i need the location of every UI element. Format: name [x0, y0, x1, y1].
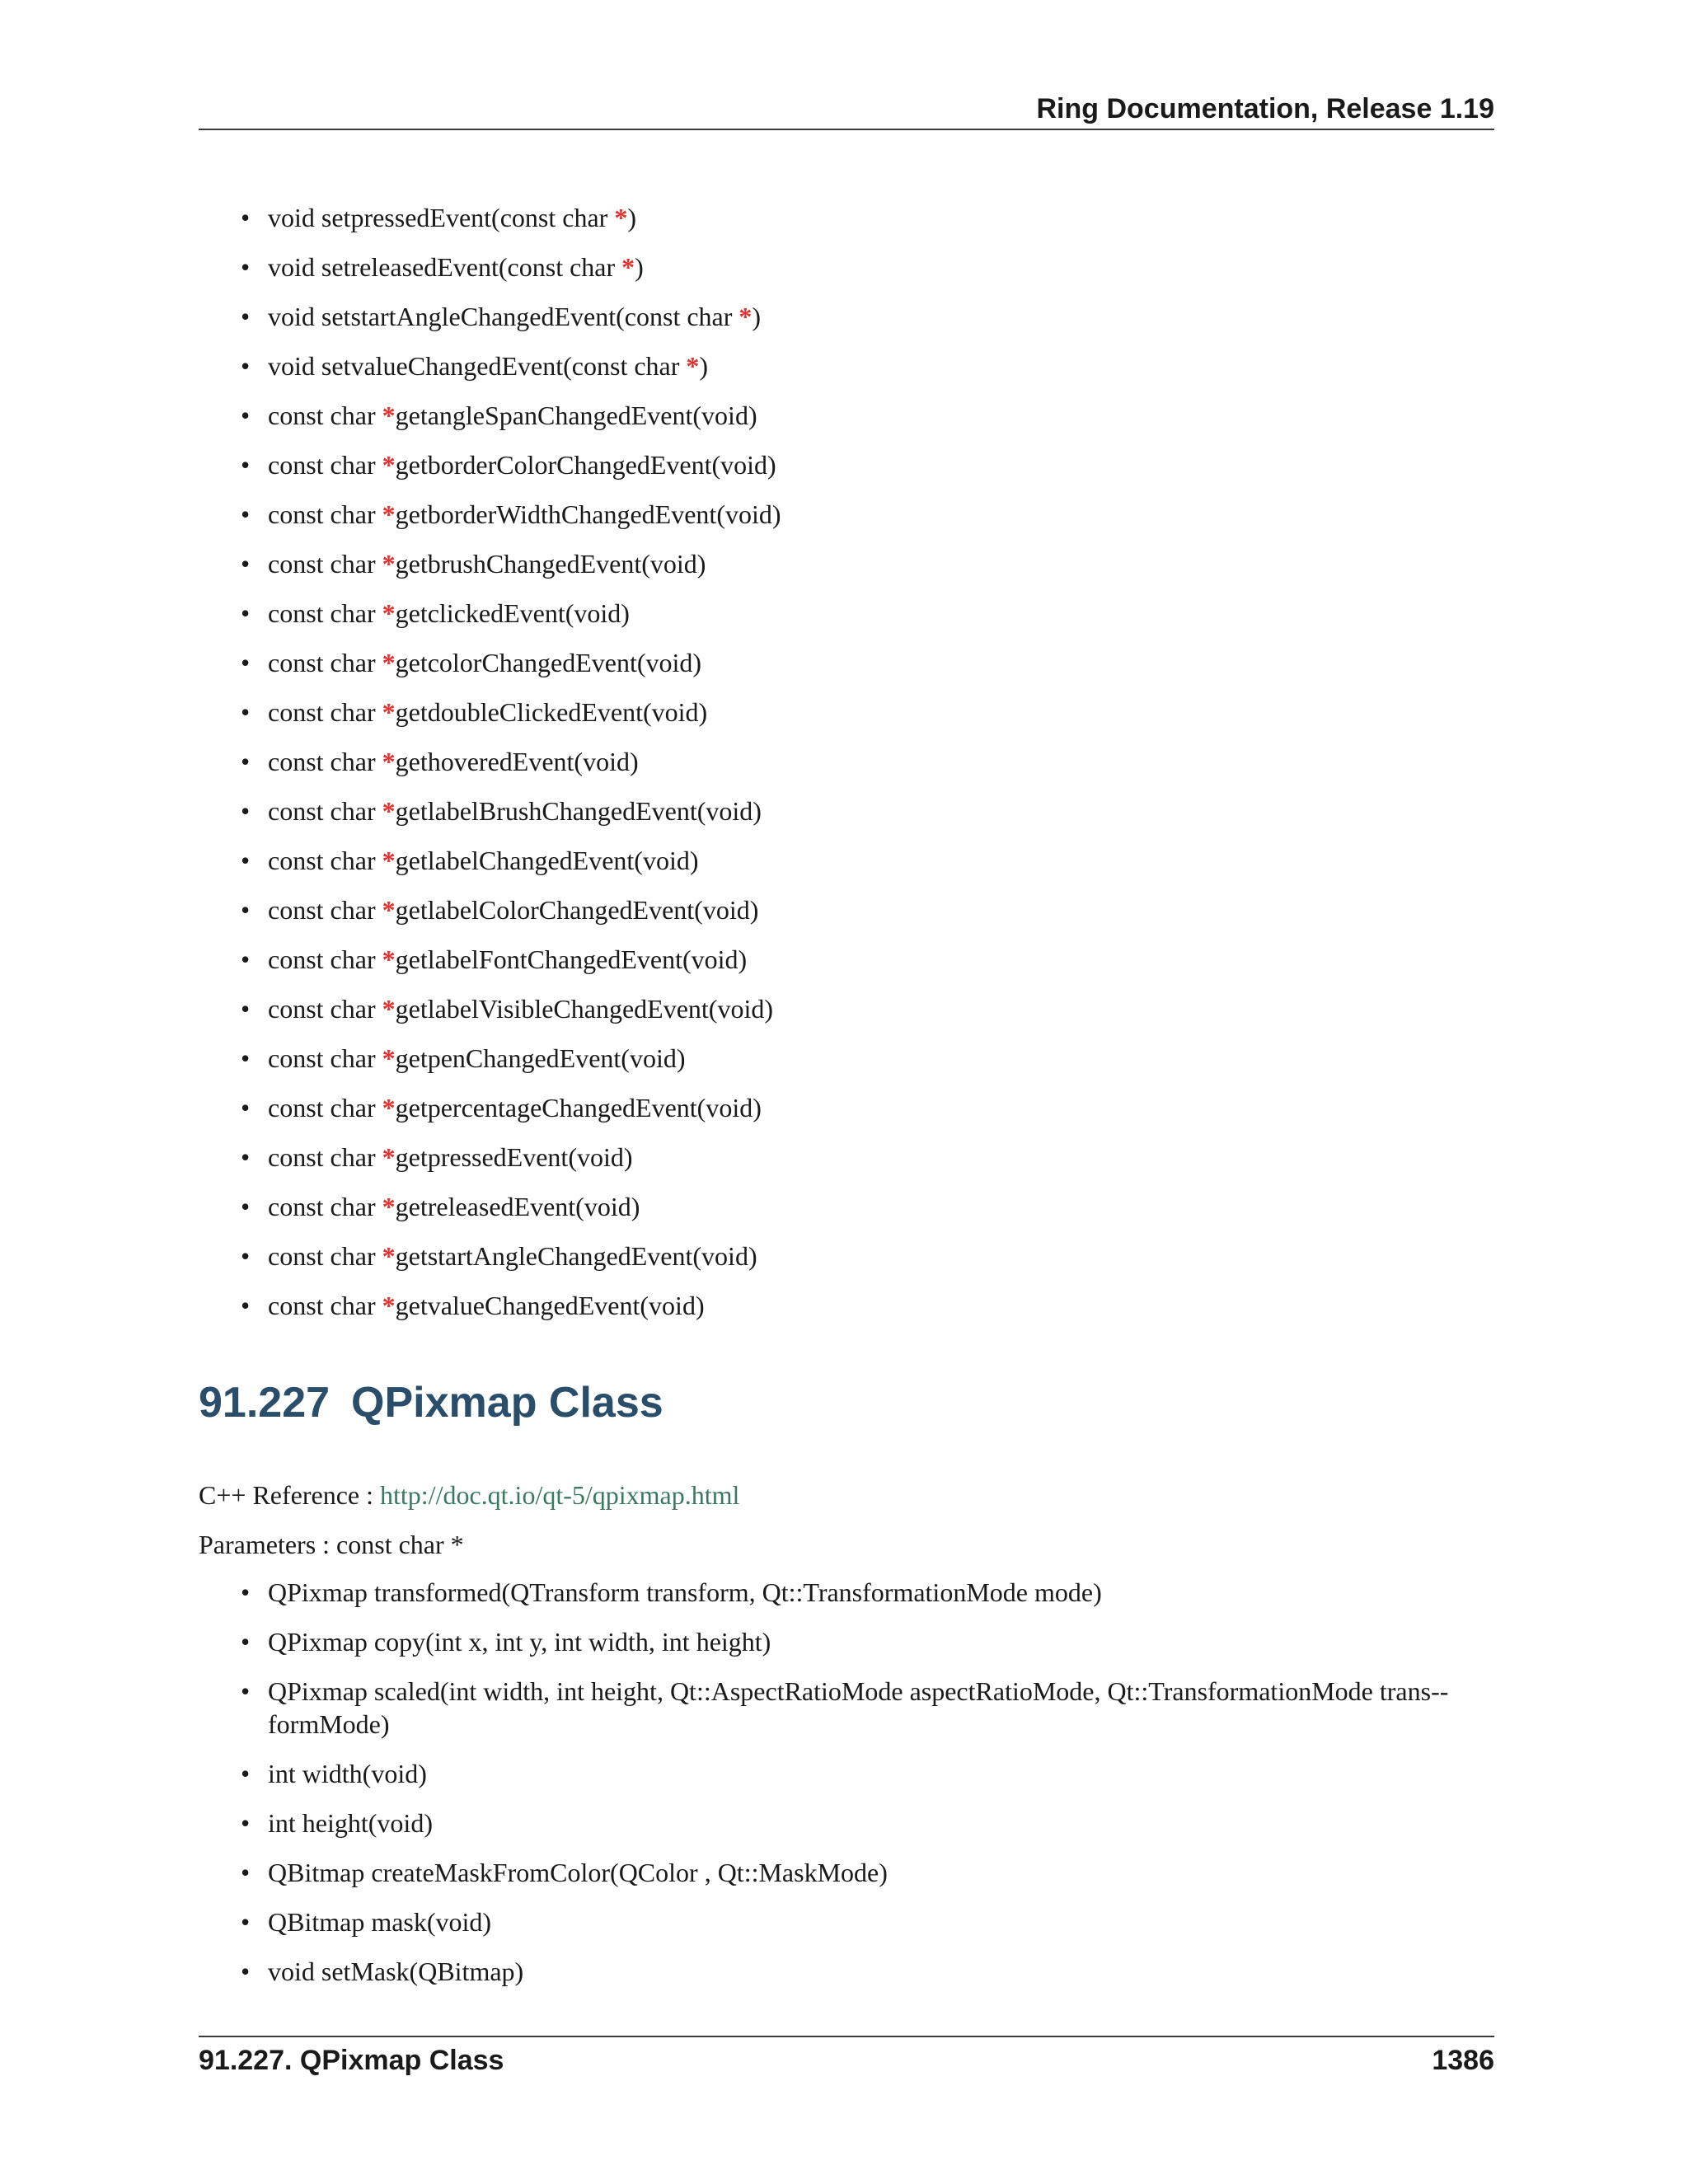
method-text: getvalueChangedEvent(void) — [395, 1291, 705, 1320]
list-item — [0, 397, 1494, 447]
list-item — [0, 1188, 1494, 1238]
method-text: getlabelVisibleChangedEvent(void) — [395, 994, 773, 1024]
pointer-star: * — [621, 252, 635, 282]
method-text: const char — [268, 697, 382, 727]
list-item: • QPixmap scaled(int width, int height, Qt::AspectRatioMode aspectRatioMode, Qt::TransformationMode trans-formMode) — [0, 1675, 1494, 1741]
event-method-list — [0, 199, 1494, 1337]
list-item — [0, 546, 1494, 595]
method-text: const char — [268, 1241, 382, 1271]
list-item — [0, 1040, 1494, 1090]
pointer-star: * — [614, 203, 628, 232]
reference-label: C++ Reference : — [199, 1480, 380, 1510]
list-item — [0, 199, 1494, 249]
method-text: const char — [268, 796, 382, 826]
method-text: const char — [268, 1093, 382, 1122]
list-item — [0, 842, 1494, 892]
pointer-star: * — [382, 1093, 396, 1122]
method-text: void setpressedEvent(const char — [268, 203, 615, 232]
method-text: const char — [268, 499, 382, 529]
pointer-star: * — [686, 351, 700, 381]
list-item: • QBitmap createMaskFromColor(QColor , Qt::MaskMode) — [0, 1856, 1494, 1889]
pointer-star: * — [382, 895, 396, 925]
list-item — [0, 892, 1494, 941]
method-text: getlabelFontChangedEvent(void) — [395, 944, 748, 974]
list-item — [0, 991, 1494, 1040]
method-text: const char — [268, 598, 382, 628]
list-item — [0, 447, 1494, 496]
method-text: const char — [268, 994, 382, 1024]
list-item — [0, 298, 1494, 348]
pointer-star: * — [382, 1043, 396, 1073]
pointer-star: * — [382, 846, 396, 875]
pointer-star: * — [382, 450, 396, 480]
pointer-star: * — [382, 648, 396, 677]
method-text: getlabelBrushChangedEvent(void) — [395, 796, 762, 826]
list-item: • QBitmap mask(void) — [0, 1905, 1494, 1938]
list-item — [0, 941, 1494, 991]
method-text: void setreleasedEvent(const char — [268, 252, 622, 282]
list-item: • int width(void) — [0, 1757, 1494, 1790]
cpp-reference — [199, 1477, 739, 1513]
method-text: getstartAngleChangedEvent(void) — [395, 1241, 757, 1271]
list-item — [0, 694, 1494, 743]
list-item — [0, 793, 1494, 842]
method-text: const char — [268, 747, 382, 776]
method-text: const char — [268, 1192, 382, 1221]
method-text: getlabelColorChangedEvent(void) — [395, 895, 759, 925]
method-text: getdoubleClickedEvent(void) — [395, 697, 708, 727]
method-text: getlabelChangedEvent(void) — [395, 846, 699, 875]
method-text: getbrushChangedEvent(void) — [395, 549, 706, 579]
method-text: getangleSpanChangedEvent(void) — [395, 401, 757, 430]
pointer-star: * — [382, 796, 396, 826]
method-text: void setvalueChangedEvent(const char — [268, 351, 687, 381]
pointer-star: * — [382, 499, 396, 529]
parameters-text: Parameters : const char * — [199, 1530, 464, 1559]
section-heading — [199, 1378, 663, 1427]
document-title: Ring Documentation, Release 1.19 — [1036, 93, 1494, 124]
list-item: • int height(void) — [0, 1807, 1494, 1840]
method-text: const char — [268, 1291, 382, 1320]
list-item — [0, 348, 1494, 397]
method-text: const char — [268, 1043, 382, 1073]
footer-divider — [199, 2036, 1494, 2037]
method-text: const char — [268, 450, 382, 480]
pointer-star: * — [382, 1192, 396, 1221]
footer-section: 91.227. QPixmap Class — [199, 2045, 504, 2076]
list-item — [0, 595, 1494, 644]
method-text: getborderWidthChangedEvent(void) — [395, 499, 781, 529]
method-text: ) — [752, 302, 762, 331]
page-header — [199, 92, 1494, 130]
list-item: • void setMask(QBitmap) — [0, 1955, 1494, 1988]
page-number: 1386 — [1432, 2045, 1494, 2076]
pointer-star: * — [382, 1241, 396, 1271]
pointer-star: * — [382, 401, 396, 430]
pointer-star: * — [382, 994, 396, 1024]
method-text: const char — [268, 846, 382, 875]
method-text: const char — [268, 549, 382, 579]
list-item: • QPixmap copy(int x, int y, int width, int height) — [0, 1625, 1494, 1658]
qpixmap-method-list — [0, 1576, 1494, 2004]
list-item — [0, 496, 1494, 546]
pointer-star: * — [382, 598, 396, 628]
list-item — [0, 644, 1494, 694]
method-text: ) — [635, 252, 644, 282]
section-number: 91.227 — [199, 1379, 331, 1427]
method-text: const char — [268, 1142, 382, 1172]
method-text: ) — [627, 203, 636, 232]
pointer-star: * — [382, 549, 396, 579]
method-text: getborderColorChangedEvent(void) — [395, 450, 776, 480]
pointer-star: * — [382, 747, 396, 776]
method-text: getreleasedEvent(void) — [395, 1192, 640, 1221]
pointer-star: * — [738, 302, 753, 331]
method-text: const char — [268, 944, 382, 974]
list-item — [0, 1090, 1494, 1139]
method-text: gethoveredEvent(void) — [395, 747, 639, 776]
method-text: const char — [268, 648, 382, 677]
method-text: getcolorChangedEvent(void) — [395, 648, 702, 677]
pointer-star: * — [382, 1142, 396, 1172]
method-text: const char — [268, 401, 382, 430]
method-text: void setstartAngleChangedEvent(const char — [268, 302, 739, 331]
list-item — [0, 1238, 1494, 1287]
method-text: getclickedEvent(void) — [395, 598, 630, 628]
method-text: getpenChangedEvent(void) — [395, 1043, 686, 1073]
list-item — [0, 1139, 1494, 1188]
method-text: getpercentageChangedEvent(void) — [395, 1093, 762, 1122]
section-title: QPixmap Class — [351, 1379, 663, 1427]
list-item — [0, 249, 1494, 298]
method-text: ) — [699, 351, 709, 381]
pointer-star: * — [382, 1291, 396, 1320]
pointer-star: * — [382, 944, 396, 974]
list-item — [0, 1287, 1494, 1337]
list-item: • QPixmap transformed(QTransform transform, Qt::TransformationMode mode) — [0, 1576, 1494, 1609]
method-text: getpressedEvent(void) — [395, 1142, 633, 1172]
method-text: const char — [268, 895, 382, 925]
pointer-star: * — [382, 697, 396, 727]
list-item — [0, 743, 1494, 793]
reference-link[interactable]: http://doc.qt.io/qt-5/qpixmap.html — [380, 1480, 740, 1510]
